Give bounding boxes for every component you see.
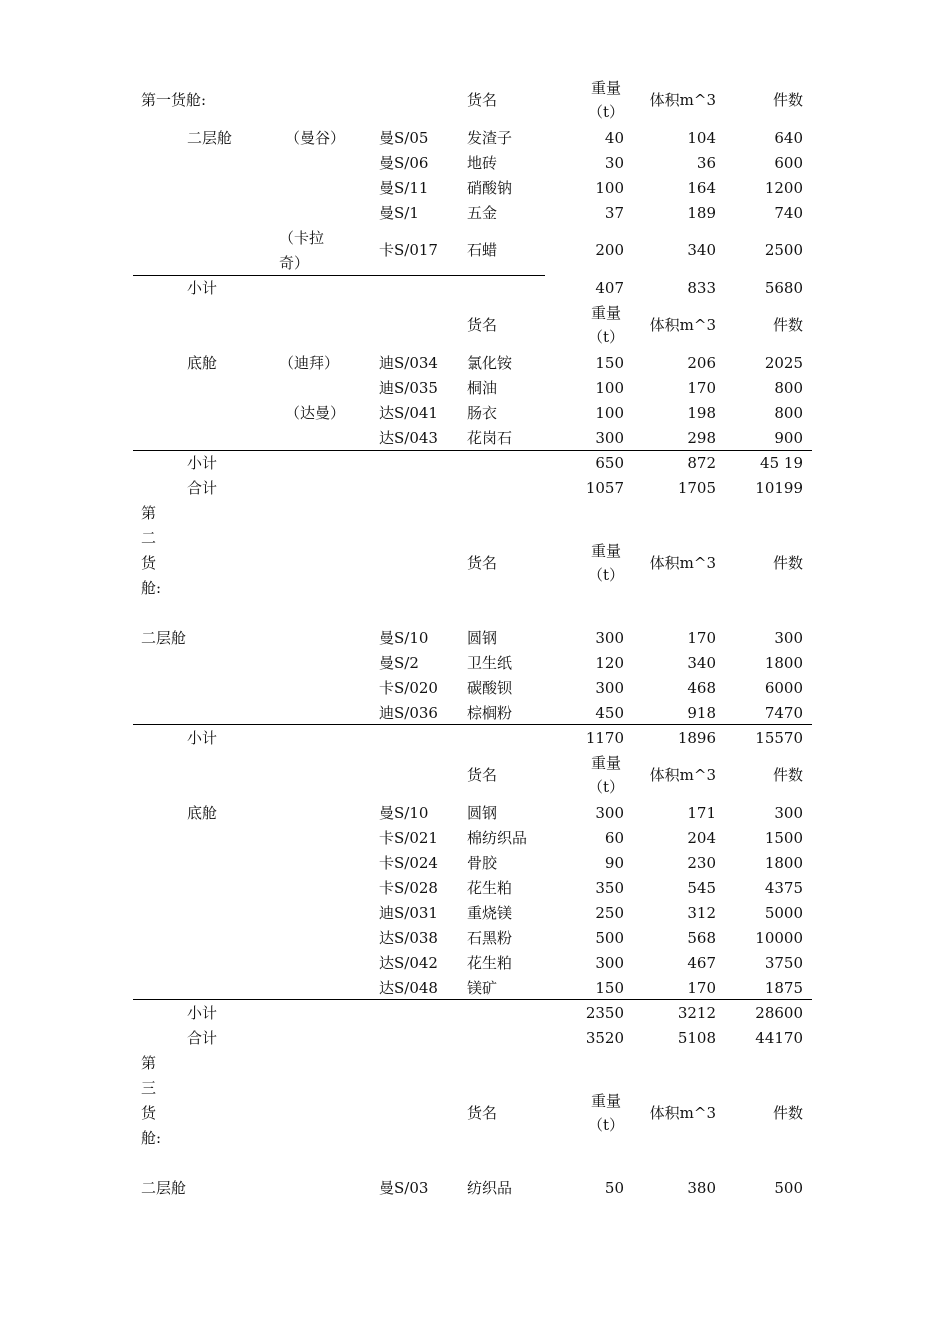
- cargo-volume: 170: [687, 979, 716, 997]
- cargo-pieces: 1800: [764, 654, 803, 672]
- cargo-name: 圆钢: [467, 804, 498, 822]
- cargo-name: 五金: [467, 204, 498, 222]
- cargo-code: 曼S/1: [379, 204, 419, 222]
- cargo-pieces: 300: [774, 804, 803, 822]
- cargo-pieces: 640: [774, 129, 803, 147]
- table-row: [0, 976, 950, 1001]
- hold3-header-row: [0, 1092, 950, 1134]
- table-row: [0, 176, 950, 201]
- col-header-weight: 重量: [590, 542, 621, 560]
- cargo-pieces: 800: [774, 404, 803, 422]
- cargo-name: 发渣子: [467, 129, 513, 147]
- total-volume: 5108: [677, 1029, 716, 1047]
- subtotal-volume: 833: [687, 279, 716, 297]
- cargo-code: 卡S/020: [379, 679, 438, 697]
- table-row: [0, 826, 950, 851]
- cargo-code: 曼S/05: [379, 129, 429, 147]
- table-row: [0, 1176, 950, 1201]
- subtotal-row: [0, 1001, 950, 1026]
- subtotal-label: 小计: [187, 729, 218, 747]
- lower-hold-label: 底舱: [187, 804, 218, 822]
- cargo-weight: 300: [595, 629, 624, 647]
- col-header-volume: 体积m^3: [649, 1104, 716, 1122]
- col-header-pieces: 件数: [772, 1104, 803, 1122]
- table-row: [0, 376, 950, 401]
- table-row: [0, 951, 950, 976]
- cargo-pieces: 1800: [764, 854, 803, 872]
- cargo-pieces: 4375: [764, 879, 803, 897]
- cargo-volume: 918: [687, 704, 716, 722]
- cargo-volume: 340: [687, 654, 716, 672]
- cargo-volume: 36: [696, 154, 716, 172]
- cargo-code: 达S/048: [379, 979, 438, 997]
- port-label: （卡拉奇）: [279, 229, 325, 272]
- cargo-pieces: 1500: [764, 829, 803, 847]
- table-row: [0, 151, 950, 176]
- cargo-code: 卡S/024: [379, 854, 438, 872]
- cargo-name: 肠衣: [467, 404, 498, 422]
- cargo-weight: 250: [595, 904, 624, 922]
- subtotal-weight: 650: [595, 454, 624, 472]
- cargo-weight: 350: [595, 879, 624, 897]
- table-row: [0, 901, 950, 926]
- cargo-weight: 90: [604, 854, 624, 872]
- cargo-code: 迪S/036: [379, 704, 438, 722]
- cargo-volume: 104: [687, 129, 716, 147]
- port-label: （达曼）: [285, 404, 346, 422]
- cargo-weight: 37: [604, 204, 624, 222]
- table-row: [0, 201, 950, 226]
- col-header-weight-unit: （t）: [587, 103, 625, 121]
- table-row: [0, 801, 950, 826]
- table-row: [0, 229, 950, 272]
- cargo-code: 达S/038: [379, 929, 438, 947]
- cargo-name: 石黑粉: [467, 929, 513, 947]
- cargo-weight: 120: [595, 654, 624, 672]
- table-row: [0, 626, 950, 651]
- cargo-weight: 300: [595, 429, 624, 447]
- divider: [133, 724, 812, 725]
- column-header-row: [0, 754, 950, 796]
- total-label: 合计: [187, 479, 218, 497]
- table-row: [0, 926, 950, 951]
- cargo-name: 地砖: [467, 154, 498, 172]
- cargo-volume: 164: [687, 179, 716, 197]
- port-label: （曼谷）: [285, 129, 346, 147]
- col-header-pieces: 件数: [772, 766, 803, 784]
- cargo-volume: 340: [687, 241, 716, 259]
- cargo-weight: 40: [604, 129, 624, 147]
- cargo-pieces: 500: [774, 1179, 803, 1197]
- cargo-weight: 300: [595, 679, 624, 697]
- col-header-weight-unit: （t）: [587, 566, 625, 584]
- cargo-code: 曼S/10: [379, 629, 429, 647]
- cargo-name: 氯化铵: [467, 354, 513, 372]
- col-header-name: 货名: [467, 1104, 498, 1122]
- cargo-volume: 170: [687, 629, 716, 647]
- cargo-code: 达S/043: [379, 429, 438, 447]
- tween-deck-label: 二层舱: [141, 629, 187, 647]
- cargo-volume: 468: [687, 679, 716, 697]
- total-row: [0, 1026, 950, 1051]
- subtotal-pieces: 5680: [764, 279, 803, 297]
- cargo-pieces: 1200: [764, 179, 803, 197]
- cargo-weight: 300: [595, 804, 624, 822]
- col-header-pieces: 件数: [772, 554, 803, 572]
- cargo-code: 曼S/2: [379, 654, 419, 672]
- cargo-pieces: 800: [774, 379, 803, 397]
- table-row: [0, 876, 950, 901]
- tween-deck-label: 二层舱: [187, 129, 233, 147]
- hold1-title: 第一货舱:: [141, 91, 207, 109]
- cargo-code: 卡S/017: [379, 241, 438, 259]
- cargo-volume: 230: [687, 854, 716, 872]
- col-header-pieces: 件数: [772, 316, 803, 334]
- subtotal-row: [0, 451, 950, 476]
- cargo-weight: 60: [604, 829, 624, 847]
- cargo-pieces: 10000: [755, 929, 803, 947]
- cargo-name: 重烧镁: [467, 904, 513, 922]
- cargo-weight: 50: [604, 1179, 624, 1197]
- cargo-name: 硝酸钠: [467, 179, 513, 197]
- hold2-title: 第二货舱:: [141, 504, 162, 597]
- cargo-volume: 298: [687, 429, 716, 447]
- table-row: [0, 651, 950, 676]
- col-header-weight: 重量: [590, 79, 621, 97]
- cargo-code: 曼S/03: [379, 1179, 429, 1197]
- cargo-pieces: 7470: [764, 704, 803, 722]
- cargo-volume: 171: [687, 804, 716, 822]
- cargo-code: 曼S/11: [379, 179, 429, 197]
- cargo-pieces: 1875: [764, 979, 803, 997]
- cargo-pieces: 900: [774, 429, 803, 447]
- table-row: [0, 351, 950, 376]
- col-header-weight-unit: （t）: [587, 328, 625, 346]
- cargo-name: 花生粕: [467, 954, 513, 972]
- cargo-name: 花生粕: [467, 879, 513, 897]
- hold3-title: 第三货舱:: [141, 1054, 162, 1147]
- subtotal-label: 小计: [187, 279, 218, 297]
- hold2-header-row: [0, 542, 950, 584]
- col-header-weight-unit: （t）: [587, 1116, 625, 1134]
- cargo-pieces: 2025: [764, 354, 803, 372]
- cargo-pieces: 740: [774, 204, 803, 222]
- cargo-pieces: 2500: [764, 241, 803, 259]
- cargo-volume: 545: [687, 879, 716, 897]
- cargo-weight: 30: [604, 154, 624, 172]
- cargo-volume: 380: [687, 1179, 716, 1197]
- cargo-volume: 467: [687, 954, 716, 972]
- col-header-volume: 体积m^3: [649, 91, 716, 109]
- cargo-name: 棕榈粉: [467, 704, 513, 722]
- subtotal-weight: 407: [595, 279, 624, 297]
- subtotal-volume: 872: [687, 454, 716, 472]
- col-header-name: 货名: [467, 766, 498, 784]
- col-header-weight: 重量: [590, 754, 621, 772]
- cargo-volume: 206: [687, 354, 716, 372]
- cargo-code: 曼S/10: [379, 804, 429, 822]
- cargo-code: 达S/041: [379, 404, 438, 422]
- cargo-pieces: 5000: [764, 904, 803, 922]
- cargo-name: 桐油: [467, 379, 498, 397]
- subtotal-label: 小计: [187, 454, 218, 472]
- cargo-name: 镁矿: [467, 979, 498, 997]
- total-pieces: 44170: [755, 1029, 803, 1047]
- subtotal-row: [0, 726, 950, 751]
- cargo-weight: 500: [595, 929, 624, 947]
- cargo-weight: 150: [595, 354, 624, 372]
- cargo-name: 圆钢: [467, 629, 498, 647]
- cargo-name: 卫生纸: [467, 654, 513, 672]
- hold1-header-row: [0, 79, 950, 121]
- subtotal-volume: 3212: [677, 1004, 716, 1022]
- subtotal-pieces: 45 19: [760, 454, 803, 472]
- table-row: [0, 676, 950, 701]
- subtotal-pieces: 15570: [755, 729, 803, 747]
- col-header-name: 货名: [467, 554, 498, 572]
- cargo-volume: 170: [687, 379, 716, 397]
- cargo-name: 碳酸钡: [467, 679, 513, 697]
- tween-deck-label: 二层舱: [141, 1179, 187, 1197]
- cargo-volume: 312: [687, 904, 716, 922]
- cargo-weight: 150: [595, 979, 624, 997]
- cargo-name: 棉纺织品: [467, 829, 528, 847]
- col-header-weight: 重量: [590, 1092, 621, 1110]
- cargo-name: 骨胶: [467, 854, 498, 872]
- cargo-code: 迪S/035: [379, 379, 438, 397]
- cargo-code: 卡S/028: [379, 879, 438, 897]
- cargo-code: 迪S/031: [379, 904, 438, 922]
- col-header-weight-unit: （t）: [587, 778, 625, 796]
- cargo-pieces: 6000: [764, 679, 803, 697]
- col-header-volume: 体积m^3: [649, 766, 716, 784]
- cargo-name: 石蜡: [467, 241, 498, 259]
- subtotal-pieces: 28600: [755, 1004, 803, 1022]
- table-row: [0, 401, 950, 426]
- cargo-name: 纺织品: [467, 1179, 513, 1197]
- cargo-weight: 100: [595, 404, 624, 422]
- table-row: [0, 126, 950, 151]
- total-pieces: 10199: [755, 479, 803, 497]
- cargo-pieces: 300: [774, 629, 803, 647]
- lower-hold-label: 底舱: [187, 354, 218, 372]
- cargo-code: 迪S/034: [379, 354, 438, 372]
- port-label: （迪拜）: [279, 354, 340, 372]
- subtotal-volume: 1896: [677, 729, 716, 747]
- cargo-pieces: 600: [774, 154, 803, 172]
- cargo-volume: 204: [687, 829, 716, 847]
- cargo-weight: 200: [595, 241, 624, 259]
- col-header-volume: 体积m^3: [649, 554, 716, 572]
- cargo-volume: 198: [687, 404, 716, 422]
- cargo-code: 卡S/021: [379, 829, 438, 847]
- subtotal-weight: 2350: [585, 1004, 624, 1022]
- cargo-volume: 189: [687, 204, 716, 222]
- col-header-volume: 体积m^3: [649, 316, 716, 334]
- divider: [133, 999, 812, 1000]
- cargo-pieces: 3750: [764, 954, 803, 972]
- cargo-weight: 450: [595, 704, 624, 722]
- column-header-row: [0, 304, 950, 346]
- subtotal-weight: 1170: [585, 729, 624, 747]
- subtotal-label: 小计: [187, 1004, 218, 1022]
- table-row: [0, 701, 950, 726]
- cargo-weight: 100: [595, 179, 624, 197]
- cargo-code: 曼S/06: [379, 154, 429, 172]
- total-weight: 1057: [585, 479, 624, 497]
- col-header-name: 货名: [467, 91, 498, 109]
- total-row: [0, 476, 950, 501]
- total-label: 合计: [187, 1029, 218, 1047]
- cargo-name: 花岗石: [467, 429, 513, 447]
- col-header-weight: 重量: [590, 304, 621, 322]
- total-volume: 1705: [677, 479, 716, 497]
- subtotal-row: [0, 276, 950, 301]
- cargo-code: 达S/042: [379, 954, 438, 972]
- cargo-weight: 300: [595, 954, 624, 972]
- table-row: [0, 851, 950, 876]
- table-row: [0, 426, 950, 451]
- cargo-volume: 568: [687, 929, 716, 947]
- col-header-pieces: 件数: [772, 91, 803, 109]
- cargo-weight: 100: [595, 379, 624, 397]
- total-weight: 3520: [585, 1029, 624, 1047]
- col-header-name: 货名: [467, 316, 498, 334]
